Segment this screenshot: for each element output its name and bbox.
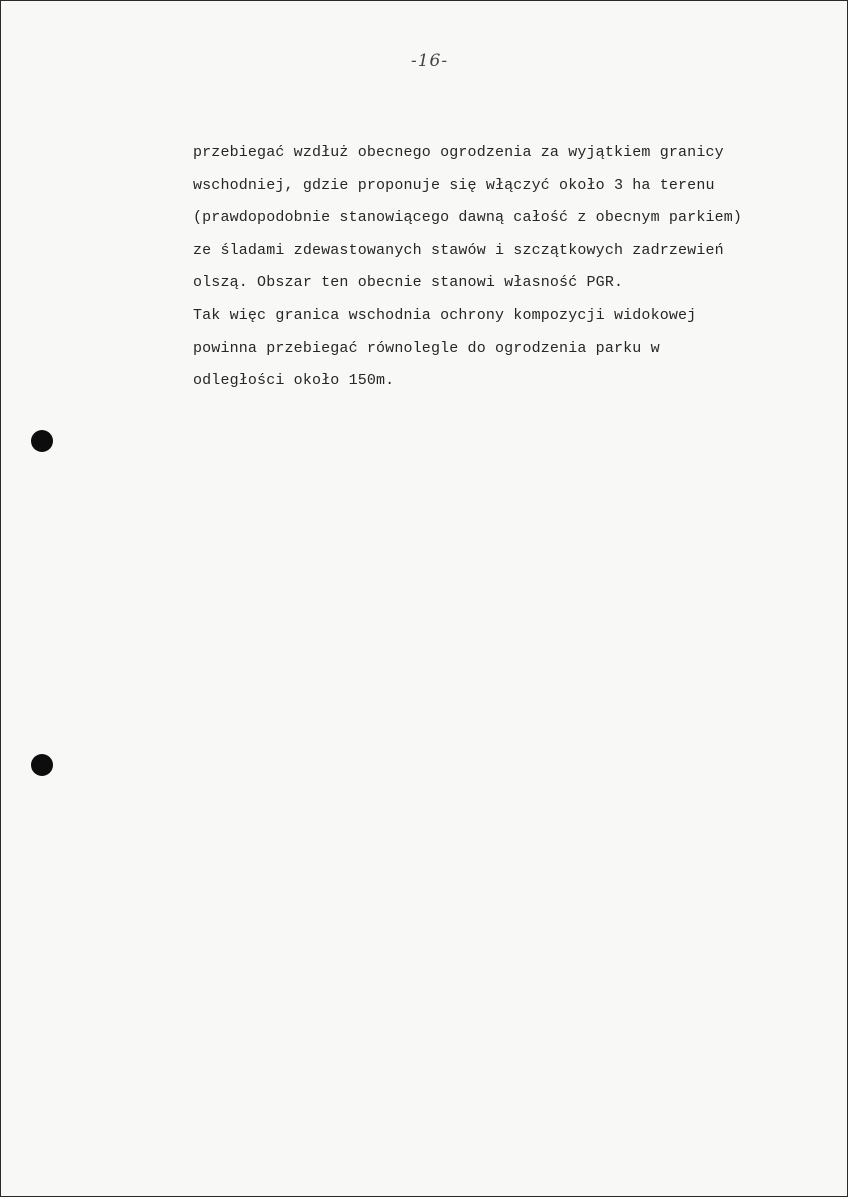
text-line: wschodniej, gdzie proponuje się włączyć około 3 ha terenu [193,176,715,194]
text-line: olszą. Obszar ten obecnie stanowi własność PGR. [193,274,624,292]
text-line: (prawdopodobnie stanowiącego dawną całość z obecnym parkiem) [193,209,743,227]
punch-hole [31,430,53,452]
text-line: odległości około 150m. [193,372,395,390]
text-line: powinna przebiegać równolegle do ogrodzenia parku w [193,339,660,357]
page-number: -16- [411,51,449,71]
text-line: przebiegać wzdłuż obecnego ogrodzenia za wyjątkiem granicy [193,144,724,161]
text-line: Tak więc granica wschodnia ochrony kompozycji widokowej [193,306,697,324]
body-text [193,137,813,398]
text-line: ze śladami zdewastowanych stawów i szczątkowych zadrzewień [193,241,724,259]
punch-hole [31,754,53,776]
